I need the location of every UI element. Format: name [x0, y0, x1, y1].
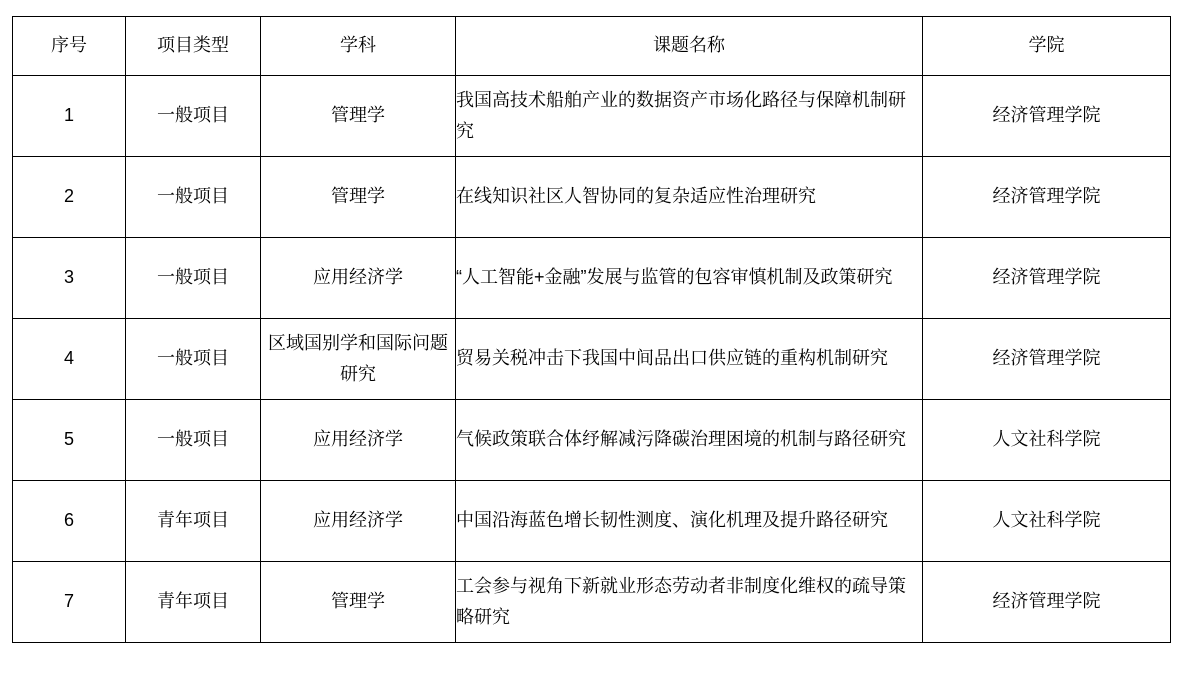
- cell-type: 青年项目: [126, 562, 261, 643]
- cell-subject: 管理学: [261, 157, 456, 238]
- column-header-subject: 学科: [261, 17, 456, 76]
- cell-college: 经济管理学院: [923, 238, 1171, 319]
- project-table: [12, 16, 1171, 643]
- cell-type: 一般项目: [126, 238, 261, 319]
- cell-college: 人文社科学院: [923, 481, 1171, 562]
- table-body: [13, 76, 1171, 643]
- table-row: [13, 562, 1171, 643]
- cell-title: 气候政策联合体纾解减污降碳治理困境的机制与路径研究: [456, 400, 923, 481]
- column-header-index: 序号: [13, 17, 126, 76]
- cell-index: 3: [13, 238, 126, 319]
- table-row: [13, 157, 1171, 238]
- cell-subject: 应用经济学: [261, 238, 456, 319]
- cell-index: 1: [13, 76, 126, 157]
- cell-title: 中国沿海蓝色增长韧性测度、演化机理及提升路径研究: [456, 481, 923, 562]
- table-row: [13, 400, 1171, 481]
- cell-college: 经济管理学院: [923, 76, 1171, 157]
- cell-title: 我国高技术船舶产业的数据资产市场化路径与保障机制研究: [456, 76, 923, 157]
- cell-title: 贸易关税冲击下我国中间品出口供应链的重构机制研究: [456, 319, 923, 400]
- cell-index: 6: [13, 481, 126, 562]
- table-header-row: [13, 17, 1171, 76]
- table-row: [13, 238, 1171, 319]
- column-header-type: 项目类型: [126, 17, 261, 76]
- cell-index: 2: [13, 157, 126, 238]
- table-row: [13, 481, 1171, 562]
- cell-type: 一般项目: [126, 319, 261, 400]
- cell-subject: 管理学: [261, 76, 456, 157]
- cell-index: 4: [13, 319, 126, 400]
- cell-subject: 管理学: [261, 562, 456, 643]
- cell-subject: 应用经济学: [261, 400, 456, 481]
- table-row: [13, 319, 1171, 400]
- cell-college: 人文社科学院: [923, 400, 1171, 481]
- cell-type: 青年项目: [126, 481, 261, 562]
- cell-title: 在线知识社区人智协同的复杂适应性治理研究: [456, 157, 923, 238]
- table-row: [13, 76, 1171, 157]
- cell-title: “人工智能+金融”发展与监管的包容审慎机制及政策研究: [456, 238, 923, 319]
- cell-index: 7: [13, 562, 126, 643]
- cell-index: 5: [13, 400, 126, 481]
- cell-subject: 区域国别学和国际问题研究: [261, 319, 456, 400]
- cell-subject: 应用经济学: [261, 481, 456, 562]
- cell-title: 工会参与视角下新就业形态劳动者非制度化维权的疏导策略研究: [456, 562, 923, 643]
- column-header-college: 学院: [923, 17, 1171, 76]
- cell-type: 一般项目: [126, 157, 261, 238]
- cell-type: 一般项目: [126, 76, 261, 157]
- cell-college: 经济管理学院: [923, 157, 1171, 238]
- cell-type: 一般项目: [126, 400, 261, 481]
- column-header-title: 课题名称: [456, 17, 923, 76]
- table-header: [13, 17, 1171, 76]
- cell-college: 经济管理学院: [923, 319, 1171, 400]
- cell-college: 经济管理学院: [923, 562, 1171, 643]
